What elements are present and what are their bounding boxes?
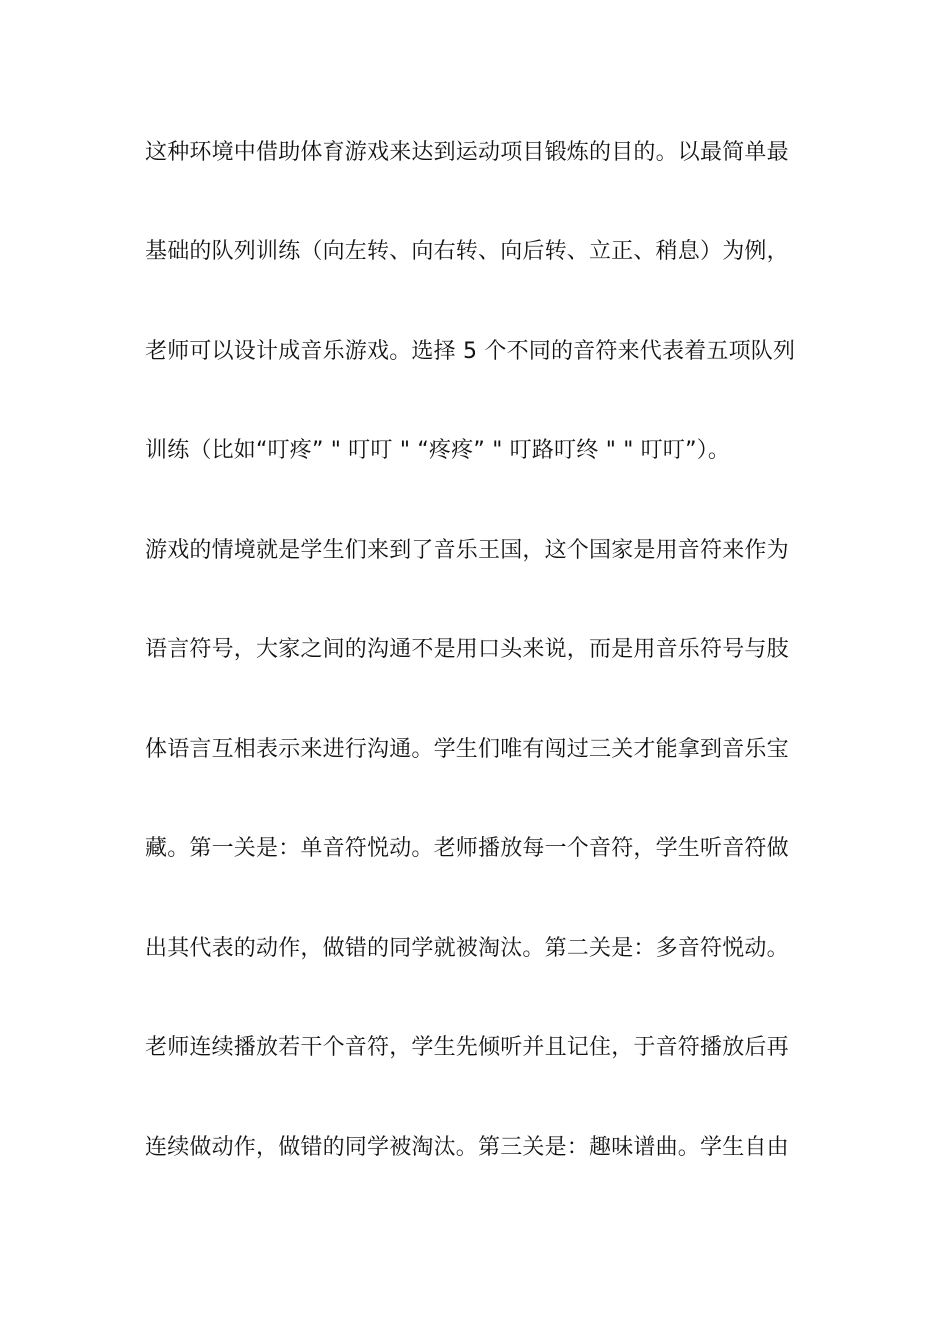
- text-line: 语言符号，大家之间的沟通不是用口头来说，而是用音乐符号与肢: [145, 637, 789, 662]
- text-line: 游戏的情境就是学生们来到了音乐王国，这个国家是用音符来作为: [145, 538, 789, 563]
- text-line: 老师可以设计成音乐游戏。选择 5 个不同的音符来代表着五项队列: [145, 339, 796, 364]
- text-line: 连续做动作，做错的同学被淘汰。第三关是：趣味谱曲。学生自由: [145, 1135, 789, 1160]
- text-line: 体语言互相表示来进行沟通。学生们唯有闯过三关才能拿到音乐宝: [145, 737, 789, 762]
- text-line: 这种环境中借助体育游戏来达到运动项目锻炼的目的。以最简单最: [145, 140, 789, 165]
- text-line: 训练（比如“叮疼” " 叮叮 " “疼疼” " 叮路叮终 " " 叮叮”）。: [145, 438, 731, 463]
- text-line: 老师连续播放若干个音符，学生先倾听并且记住，于音符播放后再: [145, 1035, 789, 1060]
- text-line: 出其代表的动作，做错的同学就被淘汰。第二关是：多音符悦动。: [145, 936, 789, 961]
- text-line: 藏。第一关是：单音符悦动。老师播放每一个音符，学生听音符做: [145, 836, 789, 861]
- text-line: 基础的队列训练（向左转、向右转、向后转、立正、稍息）为例，: [145, 239, 789, 264]
